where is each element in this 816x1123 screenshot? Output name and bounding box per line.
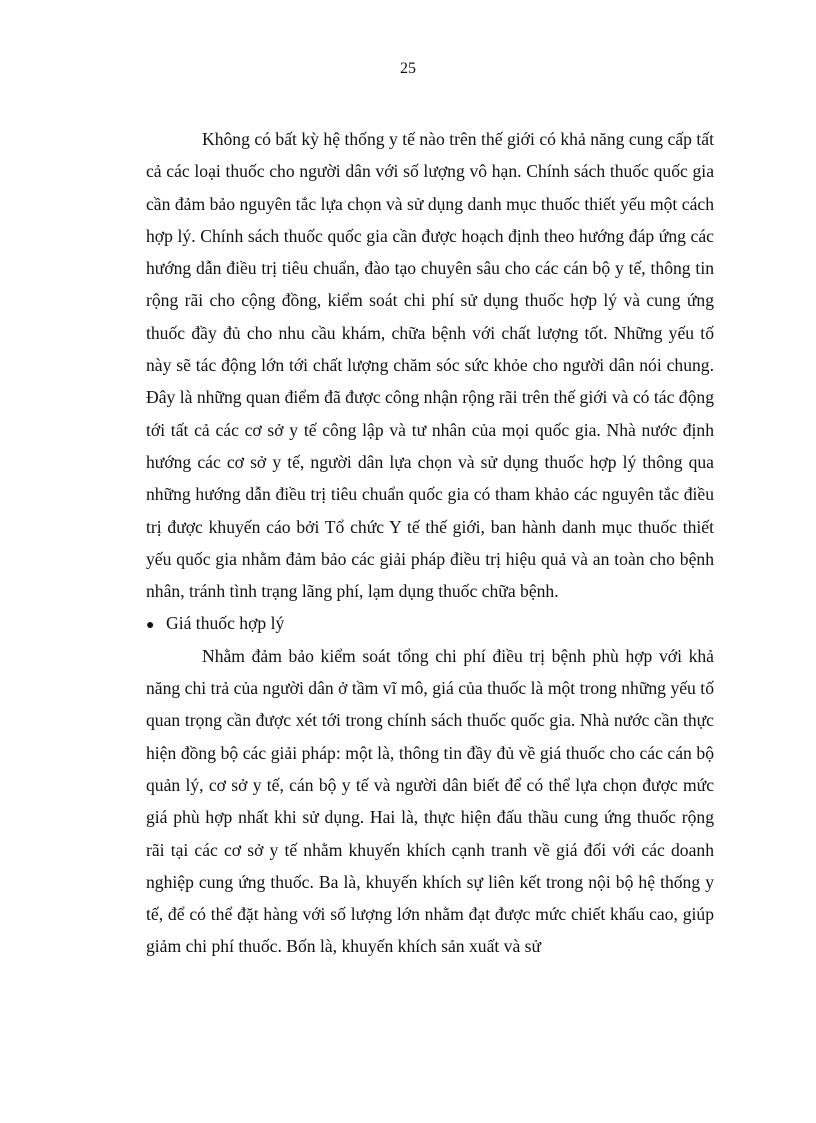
bullet-heading-text: Giá thuốc hợp lý [166,613,285,634]
bullet-heading [146,607,714,639]
paragraph-essential-medicines: Không có bất kỳ hệ thống y tế nào trên thế giới có khả năng cung cấp tất cả các loại thuốc cho người dân với số lượng vô hạn. Chính sách thuốc quốc gia cần đảm bảo nguyên tắc lựa chọn và sử dụng danh mục thuốc thiết yếu một cách hợp lý. Chính sách thuốc quốc gia cần được hoạch định theo hướng đáp ứng các hướng dẫn điều trị tiêu chuẩn, đào tạo chuyên sâu cho các cán bộ y tế, thông tin rộng rãi cho cộng đồng, kiểm soát chi phí sử dụng thuốc hợp lý và cung ứng thuốc đầy đủ cho nhu cầu khám, chữa bệnh với chất lượng tốt. Những yếu tố này sẽ tác động lớn tới chất lượng chăm sóc sức khỏe cho người dân nói chung. Đây là những quan điểm đã được công nhận rộng rãi trên thế giới và có tác động tới tất cả các cơ sở y tế công lập và tư nhân của mọi quốc gia. Nhà nước định hướng các cơ sở y tế, người dân lựa chọn và sử dụng thuốc hợp lý thông qua những hướng dẫn điều trị tiêu chuẩn quốc gia có tham khảo các nguyên tắc điều trị được khuyến cáo bởi Tổ chức Y tế thế giới, ban hành danh mục thuốc thiết yếu quốc gia nhằm đảm bảo các giải pháp điều trị hiệu quả và an toàn cho bệnh nhân, tránh tình trạng lãng phí, lạm dụng thuốc chữa bệnh. [146,129,714,602]
paragraph-reasonable-price: Nhằm đảm bảo kiểm soát tổng chi phí điều trị bệnh phù hợp với khả năng chi trả của người dân ở tầm vĩ mô, giá của thuốc là một trong những yếu tố quan trọng cần được xét tới trong chính sách thuốc quốc gia. Nhà nước cần thực hiện đồng bộ các giải pháp: một là, thông tin đầy đủ về giá thuốc cho các cán bộ quản lý, cơ sở y tế, cán bộ y tế và người dân biết để có thể lựa chọn được mức giá phù hợp nhất khi sử dụng. Hai là, thực hiện đấu thầu cung ứng thuốc rộng rãi tại các cơ sở y tế nhằm khuyến khích cạnh tranh về giá đối với các doanh nghiệp cung ứng thuốc. Ba là, khuyến khích sự liên kết trong nội bộ hệ thống y tế, để có thể đặt hàng với số lượng lớn nhằm đạt được mức chiết khấu cao, giúp giảm chi phí thuốc. Bốn là, khuyến khích sản xuất và sử [146,645,714,957]
page-number: 25 [400,60,416,77]
bullet-dot-icon: ● [146,618,155,634]
document-body [146,123,714,963]
